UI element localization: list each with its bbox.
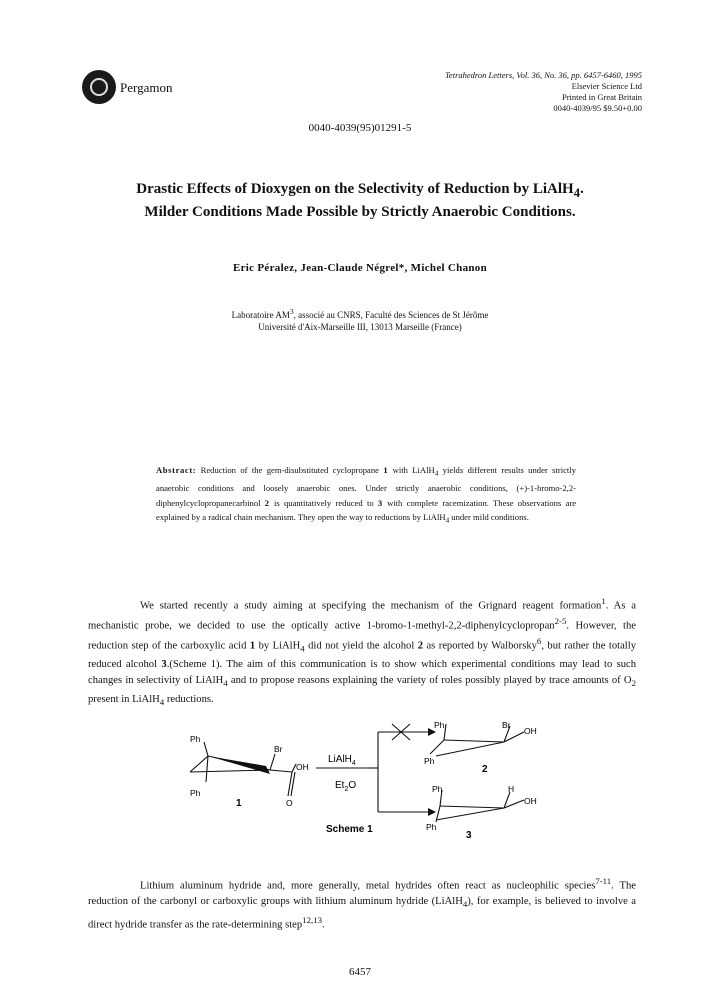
reagent-lialh4: LiAlH$_4$ [328, 754, 356, 767]
copyright-line: Elsevier Science Ltd [571, 81, 642, 91]
page-number: 6457 [349, 966, 371, 978]
scheme-o-1: O [286, 798, 293, 808]
scheme-br-1: Br [274, 744, 283, 754]
body-paragraph-1: We started recently a study aiming at specifying the mechanism of the Grignard reagent formation$^1$. As a mechanistic probe, we decided to use the optically active 1-bromo-1-methyl-2,2-diphenylcyclopropan$^{2-5}$. However, the reduction step of the carboxylic acid 1 by LiAlH$_4$ did not yield the alcohol 2 as reported by Walborsky$^6$, but rather the totally reduced alcohol 3.(Scheme 1). The aim of this communication is to show which experimental conditions may lead to such changes in selectivity of LiAlH$_4$ and to propose reasons explaining the variety of roles possibly played by trace amounts of $O_2$ present in LiAlH$_4$ reductions. [88, 596, 637, 707]
journal-citation: Tetrahedron Letters, Vol. 36, No. 36, pp. 6457-6460, 1995 [444, 70, 642, 80]
price-line: 0040-4039/95 $9.50+0.00 [553, 103, 642, 113]
printed-line: Printed in Great Britain [561, 92, 642, 102]
publisher-logo-icon [82, 70, 116, 104]
journal-info [342, 70, 642, 114]
body-paragraph-2: Lithium aluminum hydride and, more generally, metal hydrides often react as nucleophilic species$^{7-11}$. The reduction of the carbonyl or carboxylic groups with lithium aluminum hydride (LiAlH$_4$), for example, is believed to involve a direct hydride transfer as the rate-determining step$^{12,13}$. [88, 876, 636, 931]
scheme-ph-1b: Ph [190, 788, 201, 798]
paper-title: Drastic Effects of Dioxygen on the Selectivity of Reduction by LiAlH$_4$. Milder Conditions Made Possible by Strictly Anaerobic Conditions. [136, 181, 584, 220]
compound-1-label: 1 [236, 798, 242, 809]
scheme-oh-3: OH [524, 796, 537, 806]
scheme-h-3: H [508, 784, 515, 794]
abstract: Abstract: Reduction of the gem-disubstituted cyclopropane 1 with LiAlH$_4$ yields different results under strictly anaerobic conditions and loosely anaerobic ones. Under strictly anaerobic conditions, (+)-1-bromo-2,2-diphenylcyclopropanecarbinol 2 is quantitatively reduced to 3 with complete racemization. These observations are explained by a radical chain mechanism. They open the way to reductions by LiAlH$_4$ under mild conditions. [156, 465, 577, 525]
scheme-oh-2: OH [524, 726, 537, 736]
abstract-label: Abstract: [156, 465, 197, 475]
doi: 0040-4039(95)01291-5 [308, 122, 412, 134]
scheme-oh-1: OH [296, 762, 309, 772]
scheme-ph-3b: Ph [426, 822, 437, 832]
scheme-ph-2b: Ph [424, 756, 435, 766]
scheme-ph-3a: Ph [432, 784, 443, 794]
authors: Eric Péralez, Jean-Claude Négrel*, Michel Chanon [232, 262, 487, 274]
affiliation: Laboratoire $AM^3$, associé au CNRS, Faculté des Sciences de St Jérôme Université d'Aix-Marseille III, 13013 Marseille (France) [231, 307, 489, 332]
compound-3-label: 3 [466, 830, 472, 840]
publisher-name: Pergamon [120, 80, 173, 95]
scheme-br-2: Br [502, 720, 511, 730]
reagent-ether: $Et_2O$ [335, 780, 357, 793]
scheme-ph-1a: Ph [190, 734, 201, 744]
scheme-ph-2a: Ph [434, 720, 445, 730]
compound-2-label: 2 [482, 764, 488, 775]
scheme-caption: Scheme 1 [326, 824, 373, 835]
scheme-1-figure [160, 720, 580, 840]
